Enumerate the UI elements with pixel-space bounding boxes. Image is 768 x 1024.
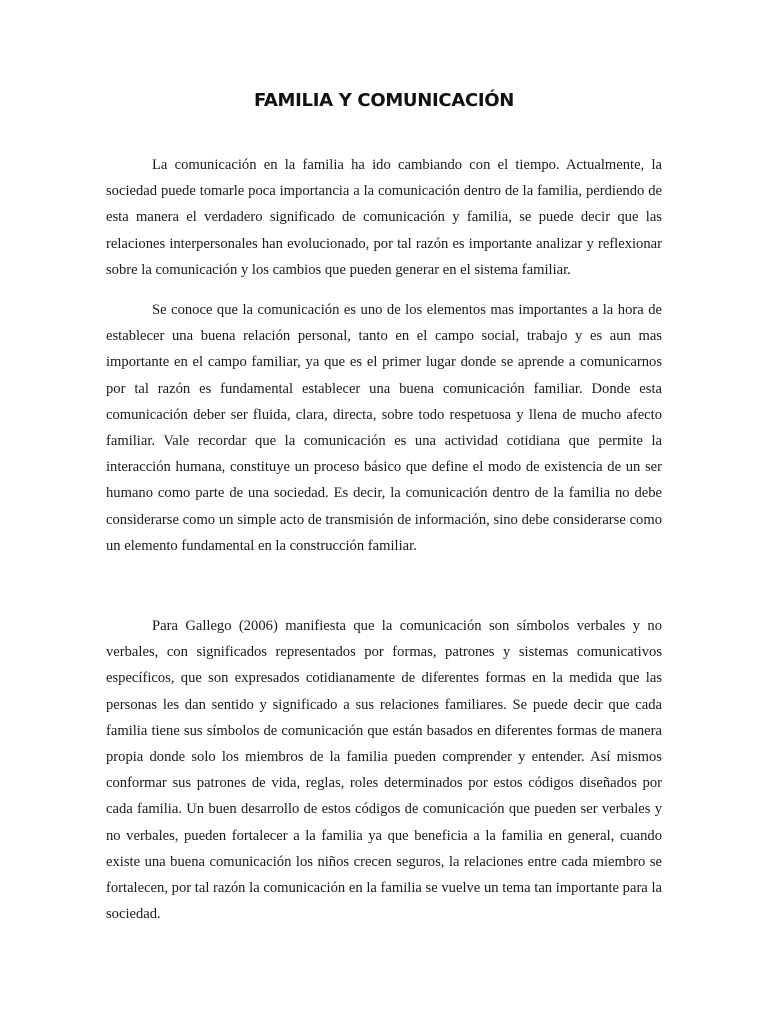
paragraph-2: Se conoce que la comunicación es uno de los elementos mas importantes a la hora de establecer una buena relación personal, tanto en el campo social, trabajo y es aun mas importante en el campo familiar, ya que es el primer lugar donde se aprende a comunicarnos por tal razón es fundamental establecer una buena comunicación familiar. Donde esta comunicación deber ser fluida, clara, directa, sobre todo respetuosa y llena de mucho afecto familiar. Vale recordar que la comunicación es una actividad cotidiana que permite la interacción humana, constituye un proceso básico que define el modo de existencia de un ser humano como parte de una sociedad. Es decir, la comunicación dentro de la familia no debe considerarse como un simple acto de transmisión de información, sino debe considerarse como un elemento fundamental en la construcción familiar. [106,302,662,554]
paragraph-3: Para Gallego (2006) manifiesta que la comunicación son símbolos verbales y no verbales, con significados representados por formas, patrones y sistemas comunicativos específicos, que son expresados cotidianamente de diferentes formas en la medida que las personas les dan sentido y significado a sus relaciones familiares. Se puede decir que cada familia tiene sus símbolos de comunicación que están basados en diferentes formas de manera propia donde solo los miembros de la familia pueden comprender y entender. Así mismos conformar sus patrones de vida, reglas, roles determinados por estos códigos diseñados por cada familia. Un buen desarrollo de estos códigos de comunicación que pueden ser verbales y no verbales, pueden fortalecer a la familia ya que beneficia a la familia en general, cuando existe una buena comunicación los niños crecen seguros, la relaciones entre cada miembro se fortalecen, por tal razón la comunicación en la familia se vuelve un tema tan importante para la sociedad. [106,618,662,923]
paragraph-container [106,297,662,559]
paragraph-1: La comunicación en la familia ha ido cambiando con el tiempo. Actualmente, la sociedad puede tomarle poca importancia a la comunicación dentro de la familia, perdiendo de esta manera el verdadero significado de comunicación y familia, se puede decir que las relaciones interpersonales han evolucionado, por tal razón es importante analizar y reflexionar sobre la comunicación y los cambios que pueden generar en el sistema familiar. [106,157,662,278]
document-title: FAMILIA Y COMUNICACIÓN [253,90,515,111]
paragraph-container [106,152,662,283]
paragraph-container [106,613,662,927]
